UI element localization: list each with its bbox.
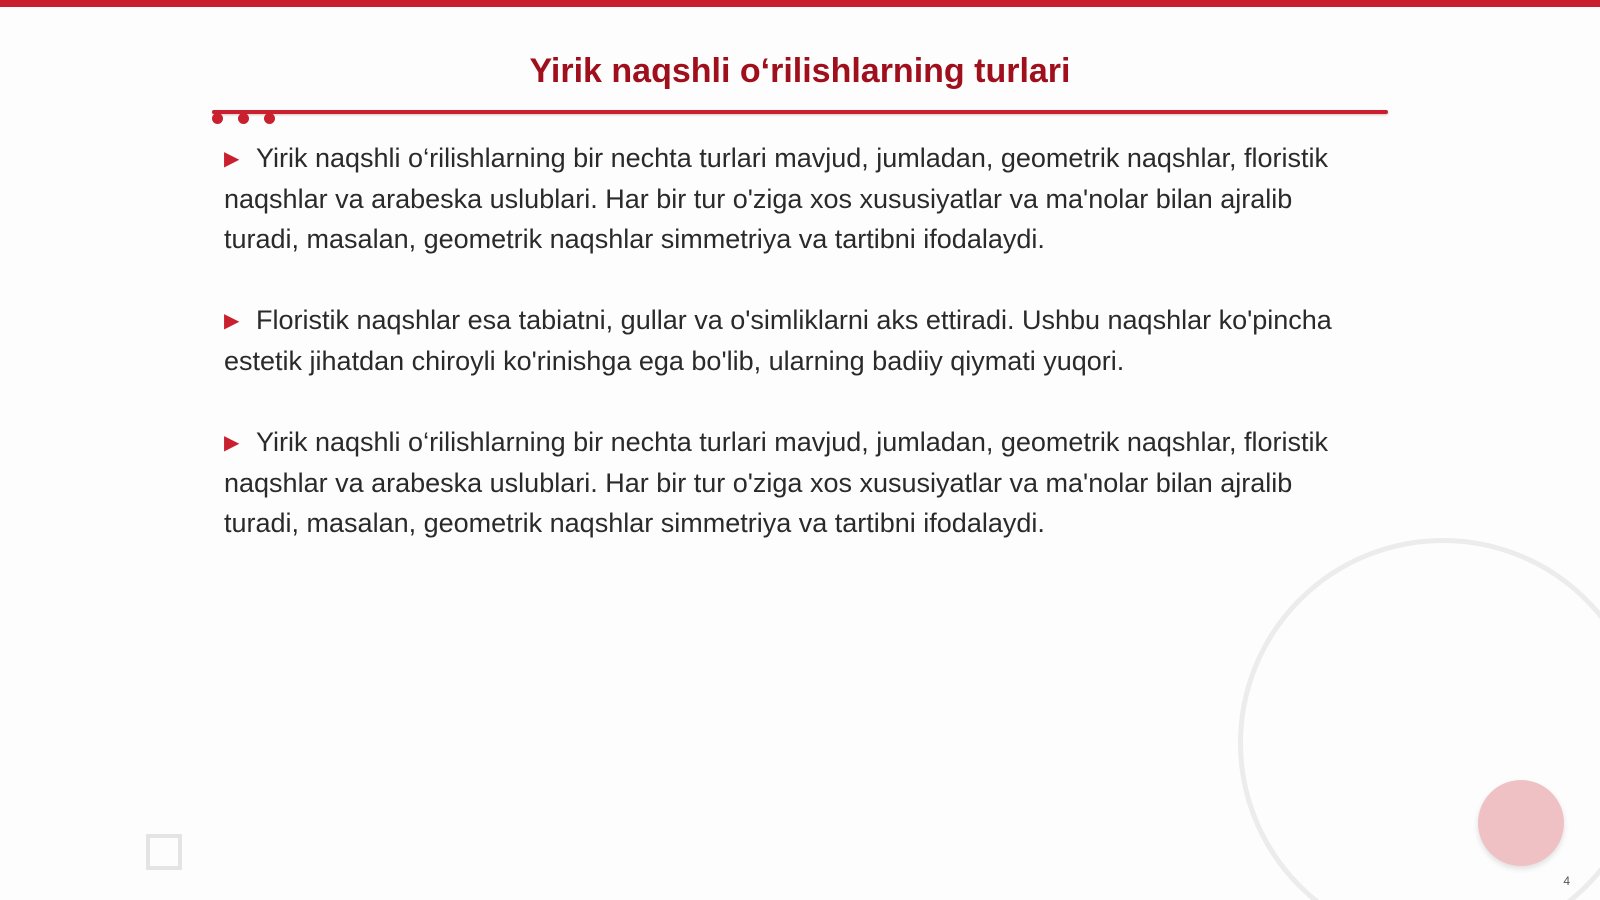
top-accent-bar: [0, 0, 1600, 7]
triangle-bullet-icon: ▶: [224, 148, 240, 170]
bullet-text: Floristik naqshlar esa tabiatni, gullar va o'simliklarni aks ettiradi. Ushbu naqshlar ko'pincha estetik jihatdan chiroyli ko'rinishga ega bo'lib, ularning badiiy qiymati yuqori.: [224, 305, 1332, 376]
triangle-bullet-icon: ▶: [224, 310, 240, 332]
triangle-bullet-icon: ▶: [224, 432, 240, 454]
bullet-item: [224, 300, 1374, 381]
decor-dot: [212, 113, 223, 124]
bullet-text: Yirik naqshli o‘rilishlarning bir nechta turlari mavjud, jumladan, geometrik naqshlar, floristik naqshlar va arabeska uslublari. Har bir tur o'ziga xos xususiyatlar va ma'nolar bilan ajralib turadi, masalan, geometrik naqshlar simmetriya va tartibni ifodalaydi.: [224, 427, 1328, 538]
decor-square: [146, 834, 182, 870]
decor-circle: [1478, 780, 1564, 866]
bullet-text: Yirik naqshli o‘rilishlarning bir nechta turlari mavjud, jumladan, geometrik naqshlar, floristik naqshlar va arabeska uslublari. Har bir tur o'ziga xos xususiyatlar va ma'nolar bilan ajralib turadi, masalan, geometrik naqshlar simmetriya va tartibni ifodalaydi.: [224, 143, 1328, 254]
decor-dot: [264, 113, 275, 124]
slide-title: Yirik naqshli o‘rilishlarning turlari: [529, 52, 1071, 90]
decor-dot: [238, 113, 249, 124]
page-number: 4: [1563, 874, 1570, 888]
bullet-item: [224, 138, 1374, 259]
bullet-list: [224, 138, 1374, 584]
bullet-item: [224, 422, 1374, 543]
title-underline: [212, 110, 1388, 114]
